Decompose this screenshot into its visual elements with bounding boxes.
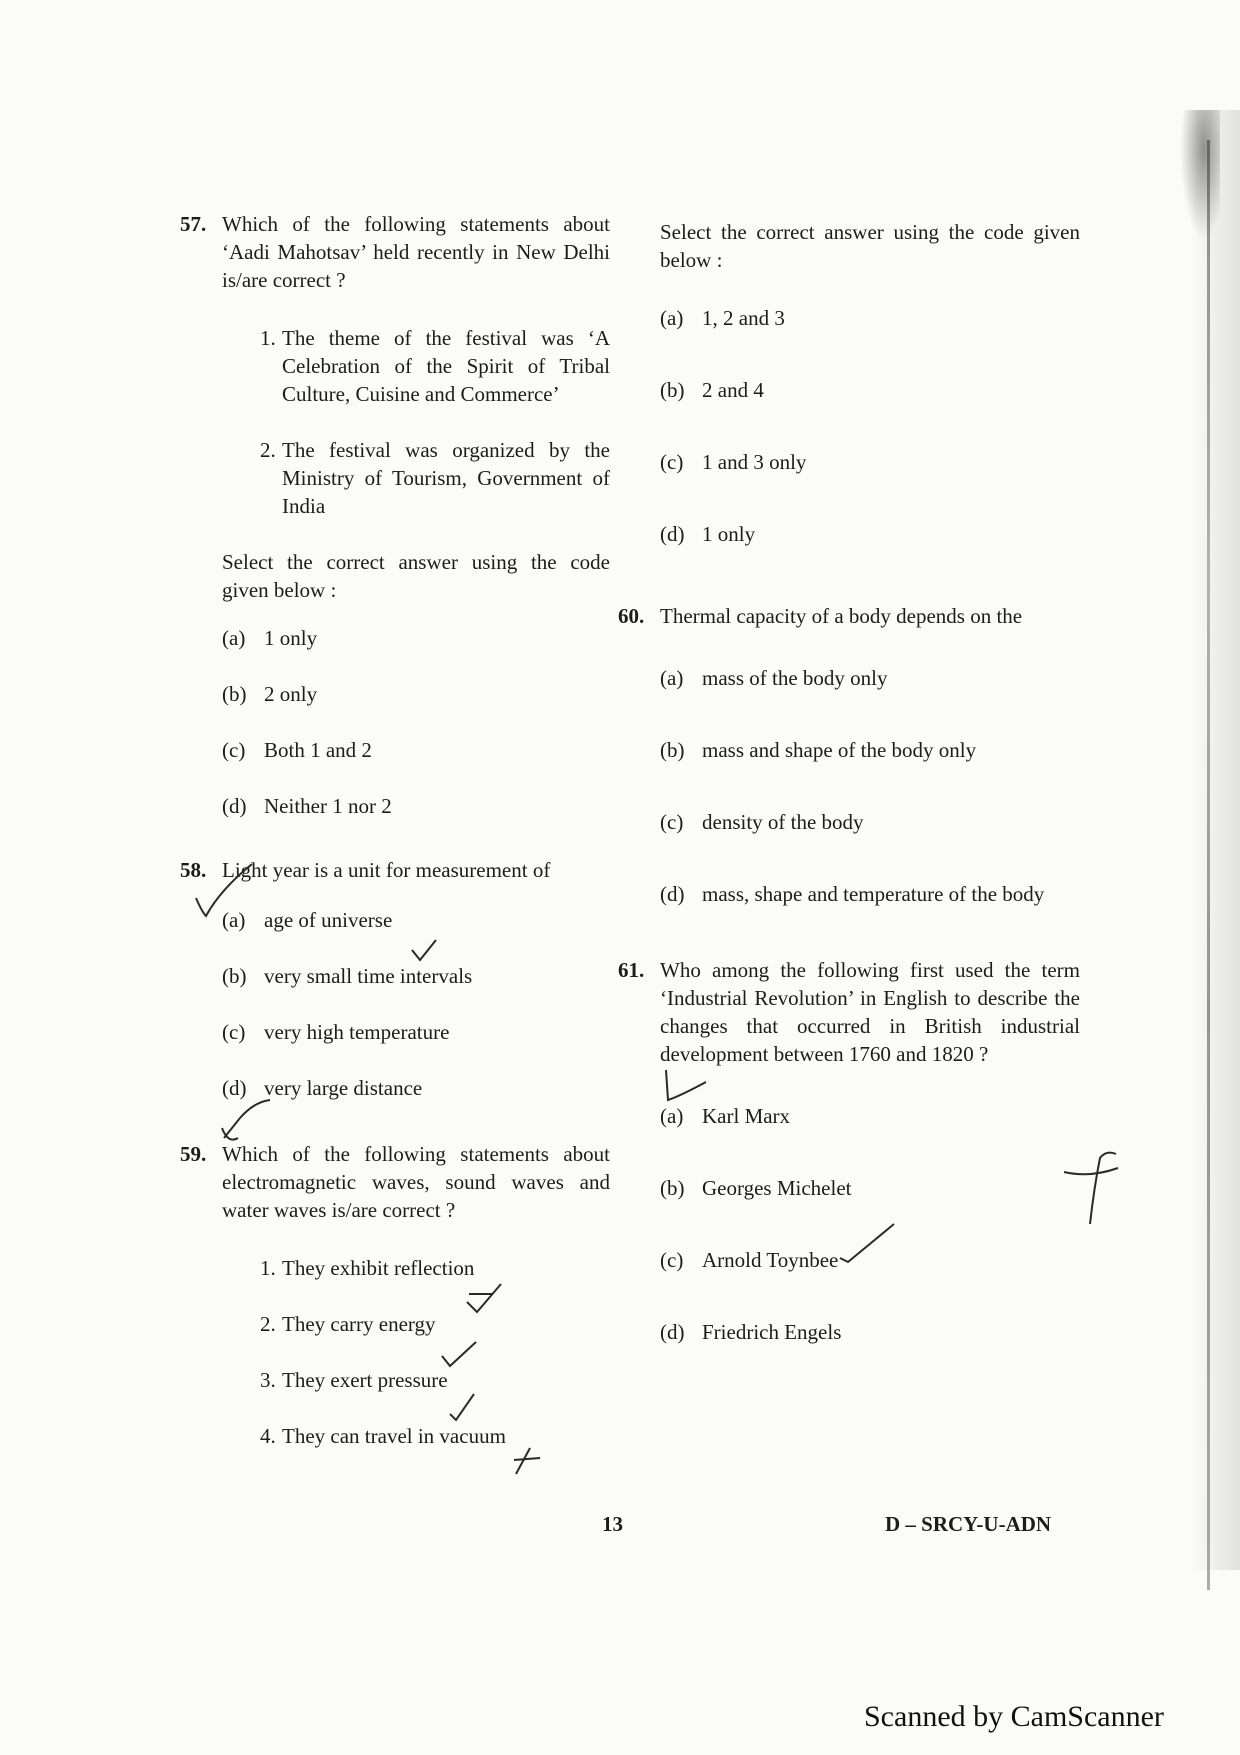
statement-number: 2. [260, 1312, 276, 1336]
option-key: (d) [660, 522, 685, 546]
scanner-watermark: Scanned by CamScanner [864, 1700, 1164, 1733]
option-list [222, 906, 610, 1130]
option-b[interactable] [222, 962, 610, 1018]
answer-instruction: Select the correct answer using the code given below : [222, 550, 610, 602]
option-key: (b) [660, 738, 685, 762]
option-d[interactable] [222, 1074, 610, 1130]
option-key: (c) [222, 738, 246, 762]
statement-number: 1. [260, 326, 276, 350]
option-text: mass of the body only [702, 666, 888, 690]
answer-instruction: Select the correct answer using the code given below : [660, 220, 1080, 272]
option-key: (d) [660, 1320, 685, 1344]
option-list [660, 304, 1080, 592]
statement-item [222, 1254, 610, 1282]
option-d[interactable] [222, 792, 610, 848]
option-text: 2 only [264, 682, 318, 706]
option-a[interactable] [660, 664, 1080, 736]
option-c[interactable] [660, 1246, 1080, 1318]
question-number: 60. [618, 604, 645, 628]
question-text: Light year is a unit for measurement of [222, 858, 551, 882]
option-list [660, 1102, 1080, 1390]
question-number: 58. [180, 858, 207, 882]
option-key: (a) [660, 306, 684, 330]
question-text: Which of the following statements about ‘Aadi Mahotsav’ held recently in New Delhi is/are correct ? [222, 212, 610, 292]
question-number: 57. [180, 212, 207, 236]
option-text: very high temperature [264, 1020, 450, 1044]
statement-number: 1. [260, 1256, 276, 1280]
option-key: (a) [660, 666, 684, 690]
question-text: Which of the following statements about electromagnetic waves, sound waves and water waves is/are correct ? [222, 1142, 610, 1222]
option-key: (a) [660, 1104, 684, 1128]
option-key: (c) [222, 1020, 246, 1044]
option-list [660, 664, 1080, 908]
question-60 [618, 602, 1080, 908]
statement-text: They exert pressure [282, 1368, 448, 1392]
option-a[interactable] [222, 906, 610, 962]
scan-binding-line [1207, 140, 1210, 1590]
option-text: 1 only [264, 626, 318, 650]
option-c[interactable] [222, 1018, 610, 1074]
option-text: density of the body [702, 810, 864, 834]
option-key: (d) [660, 882, 685, 906]
option-text: 1, 2 and 3 [702, 306, 785, 330]
statement-list [222, 324, 610, 520]
statement-number: 4. [260, 1424, 276, 1448]
question-57 [180, 210, 610, 848]
option-b[interactable] [222, 680, 610, 736]
statement-list [222, 1254, 610, 1450]
booklet-code: D – SRCY-U-ADN [885, 1512, 1052, 1536]
scan-corner-shadow [1180, 110, 1220, 240]
statement-text: They carry energy [282, 1312, 436, 1336]
question-number: 59. [180, 1142, 207, 1166]
option-a[interactable] [660, 304, 1080, 376]
option-text: very small time intervals [264, 964, 473, 988]
option-text: Friedrich Engels [702, 1320, 842, 1344]
option-text: 1 and 3 only [702, 450, 807, 474]
question-59 [180, 1140, 610, 1450]
option-b[interactable] [660, 1174, 1080, 1246]
option-text: 2 and 4 [702, 378, 764, 402]
option-key: (c) [660, 1248, 684, 1272]
page-number: 13 [602, 1512, 623, 1536]
option-c[interactable] [660, 448, 1080, 520]
statement-item [222, 436, 610, 520]
statement-item [222, 1366, 610, 1394]
statement-text: They exhibit reflection [282, 1256, 475, 1280]
option-key: (a) [222, 626, 246, 650]
option-text: Georges Michelet [702, 1176, 852, 1200]
option-key: (b) [660, 378, 685, 402]
option-text: Both 1 and 2 [264, 738, 372, 762]
scan-shadow-edge [1190, 110, 1240, 1570]
statement-item [222, 1310, 610, 1338]
option-key: (a) [222, 908, 246, 932]
option-text: Neither 1 nor 2 [264, 794, 392, 818]
option-text: Karl Marx [702, 1104, 791, 1128]
statement-number: 2. [260, 438, 276, 462]
question-text: Thermal capacity of a body depends on the [660, 604, 1023, 628]
option-text: Arnold Toynbee [702, 1248, 839, 1272]
option-text: age of universe [264, 908, 393, 932]
option-b[interactable] [660, 736, 1080, 808]
option-text: very large distance [264, 1076, 423, 1100]
option-key: (c) [660, 810, 684, 834]
option-a[interactable] [222, 624, 610, 680]
option-key: (c) [660, 450, 684, 474]
option-c[interactable] [222, 736, 610, 792]
right-column [618, 218, 1080, 1390]
statement-text: They can travel in vacuum [282, 1424, 506, 1448]
option-key: (b) [222, 682, 247, 706]
statement-text: The festival was organized by the Ministry of Tourism, Government of India [282, 438, 610, 518]
option-key: (d) [222, 794, 247, 818]
option-text: mass and shape of the body only [702, 738, 977, 762]
option-text: mass, shape and temperature of the body [702, 882, 1045, 906]
option-c[interactable] [660, 808, 1080, 880]
option-key: (b) [660, 1176, 685, 1200]
option-list [222, 624, 610, 848]
option-d[interactable] [660, 880, 1080, 908]
option-key: (d) [222, 1076, 247, 1100]
question-61 [618, 956, 1080, 1390]
statement-number: 3. [260, 1368, 276, 1392]
question-59-continued [660, 218, 1080, 592]
option-d[interactable] [660, 1318, 1080, 1390]
left-column [180, 210, 610, 1478]
statement-item [222, 324, 610, 408]
option-text: 1 only [702, 522, 756, 546]
question-58 [180, 856, 610, 1130]
statement-item [222, 1422, 610, 1450]
option-a[interactable] [660, 1102, 1080, 1174]
statement-text: The theme of the festival was ‘A Celebration of the Spirit of Tribal Culture, Cuisine and Commerce’ [282, 326, 610, 406]
option-b[interactable] [660, 376, 1080, 448]
option-key: (b) [222, 964, 247, 988]
option-d[interactable] [660, 520, 1080, 592]
question-text: Who among the following first used the term ‘Industrial Revolution’ in English to describe the changes that occurred in British industrial development between 1760 and 1820 ? [660, 958, 1080, 1066]
question-number: 61. [618, 958, 645, 982]
